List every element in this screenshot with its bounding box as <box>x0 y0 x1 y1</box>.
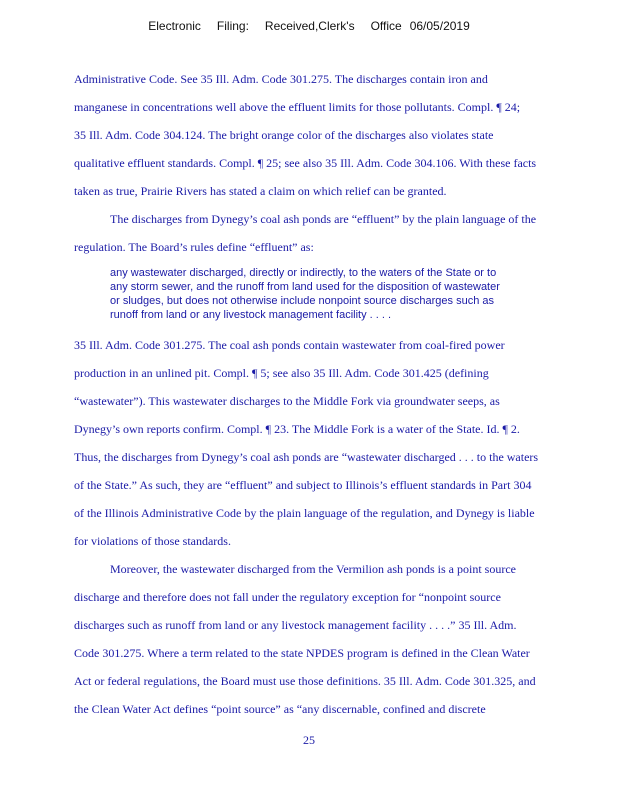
body-line: Code 301.275. Where a term related to the state NPDES program is defined in the Clean Water <box>74 646 530 660</box>
body-line: qualitative effluent standards. Compl. ¶ 25; see also 35 Ill. Adm. Code 304.106. With these facts <box>74 156 537 170</box>
body-line: of the Illinois Administrative Code by the plain language of the regulation, and Dynegy is liable <box>74 506 535 520</box>
quote-line: any storm sewer, and the runoff from land used for the disposition of wastewater <box>110 281 500 293</box>
body-line: discharges such as runoff from land or any livestock management facility . . . .” 35 Ill. Adm. <box>74 618 517 632</box>
body-line: the Clean Water Act defines “point source” as “any discernable, confined and discrete <box>74 702 486 716</box>
quote-line: runoff from land or any livestock management facility . . . . <box>110 309 392 321</box>
stamp-filing: Filing: <box>216 19 249 33</box>
quote-line: any wastewater discharged, directly or indirectly, to the waters of the State or to <box>110 267 497 279</box>
body-line: 35 Ill. Adm. Code 304.124. The bright orange color of the discharges also violates state <box>74 128 494 142</box>
quote-line: or sludges, but does not otherwise include nonpoint source discharges such as <box>110 295 495 307</box>
body-line: taken as true, Prairie Rivers has stated a claim on which relief can be granted. <box>74 184 447 198</box>
body-line: for violations of those standards. <box>74 534 231 548</box>
body-line: Administrative Code. See 35 Ill. Adm. Code 301.275. The discharges contain iron and <box>74 72 488 86</box>
stamp-electronic: Electronic <box>148 19 201 33</box>
page-number: 25 <box>303 733 315 747</box>
body-line: regulation. The Board’s rules define “effluent” as: <box>74 240 314 254</box>
body-line: Thus, the discharges from Dynegy’s coal ash ponds are “wastewater discharged . . . to the waters <box>74 450 539 464</box>
body-line: discharge and therefore does not fall under the regulatory exception for “nonpoint source <box>74 590 501 604</box>
e-filing-stamp <box>0 19 618 33</box>
stamp-received: Received,Clerk's <box>264 19 355 33</box>
stamp-office: Office <box>370 19 402 33</box>
body-line: Dynegy’s own reports confirm. Compl. ¶ 23. The Middle Fork is a water of the State. Id. ¶ 2. <box>74 422 520 436</box>
body-line: production in an unlined pit. Compl. ¶ 5; see also 35 Ill. Adm. Code 301.425 (defining <box>74 366 489 380</box>
body-line: 35 Ill. Adm. Code 301.275. The coal ash ponds contain wastewater from coal-fired power <box>74 338 505 352</box>
body-line: Moreover, the wastewater discharged from the Vermilion ash ponds is a point source <box>110 562 516 576</box>
body-line: “wastewater”). This wastewater discharges to the Middle Fork via groundwater seeps, as <box>74 394 500 408</box>
body-line: manganese in concentrations well above the effluent limits for those pollutants. Compl. ¶ 24; <box>74 100 521 114</box>
body-line: The discharges from Dynegy’s coal ash ponds are “effluent” by the plain language of the <box>110 212 537 226</box>
stamp-date: 06/05/2019 <box>409 19 470 33</box>
body-line: Act or federal regulations, the Board must use those definitions. 35 Ill. Adm. Code 301.325, and <box>74 674 536 688</box>
body-line: of the State.” As such, they are “effluent” and subject to Illinois’s effluent standards in Part 304 <box>74 478 532 492</box>
